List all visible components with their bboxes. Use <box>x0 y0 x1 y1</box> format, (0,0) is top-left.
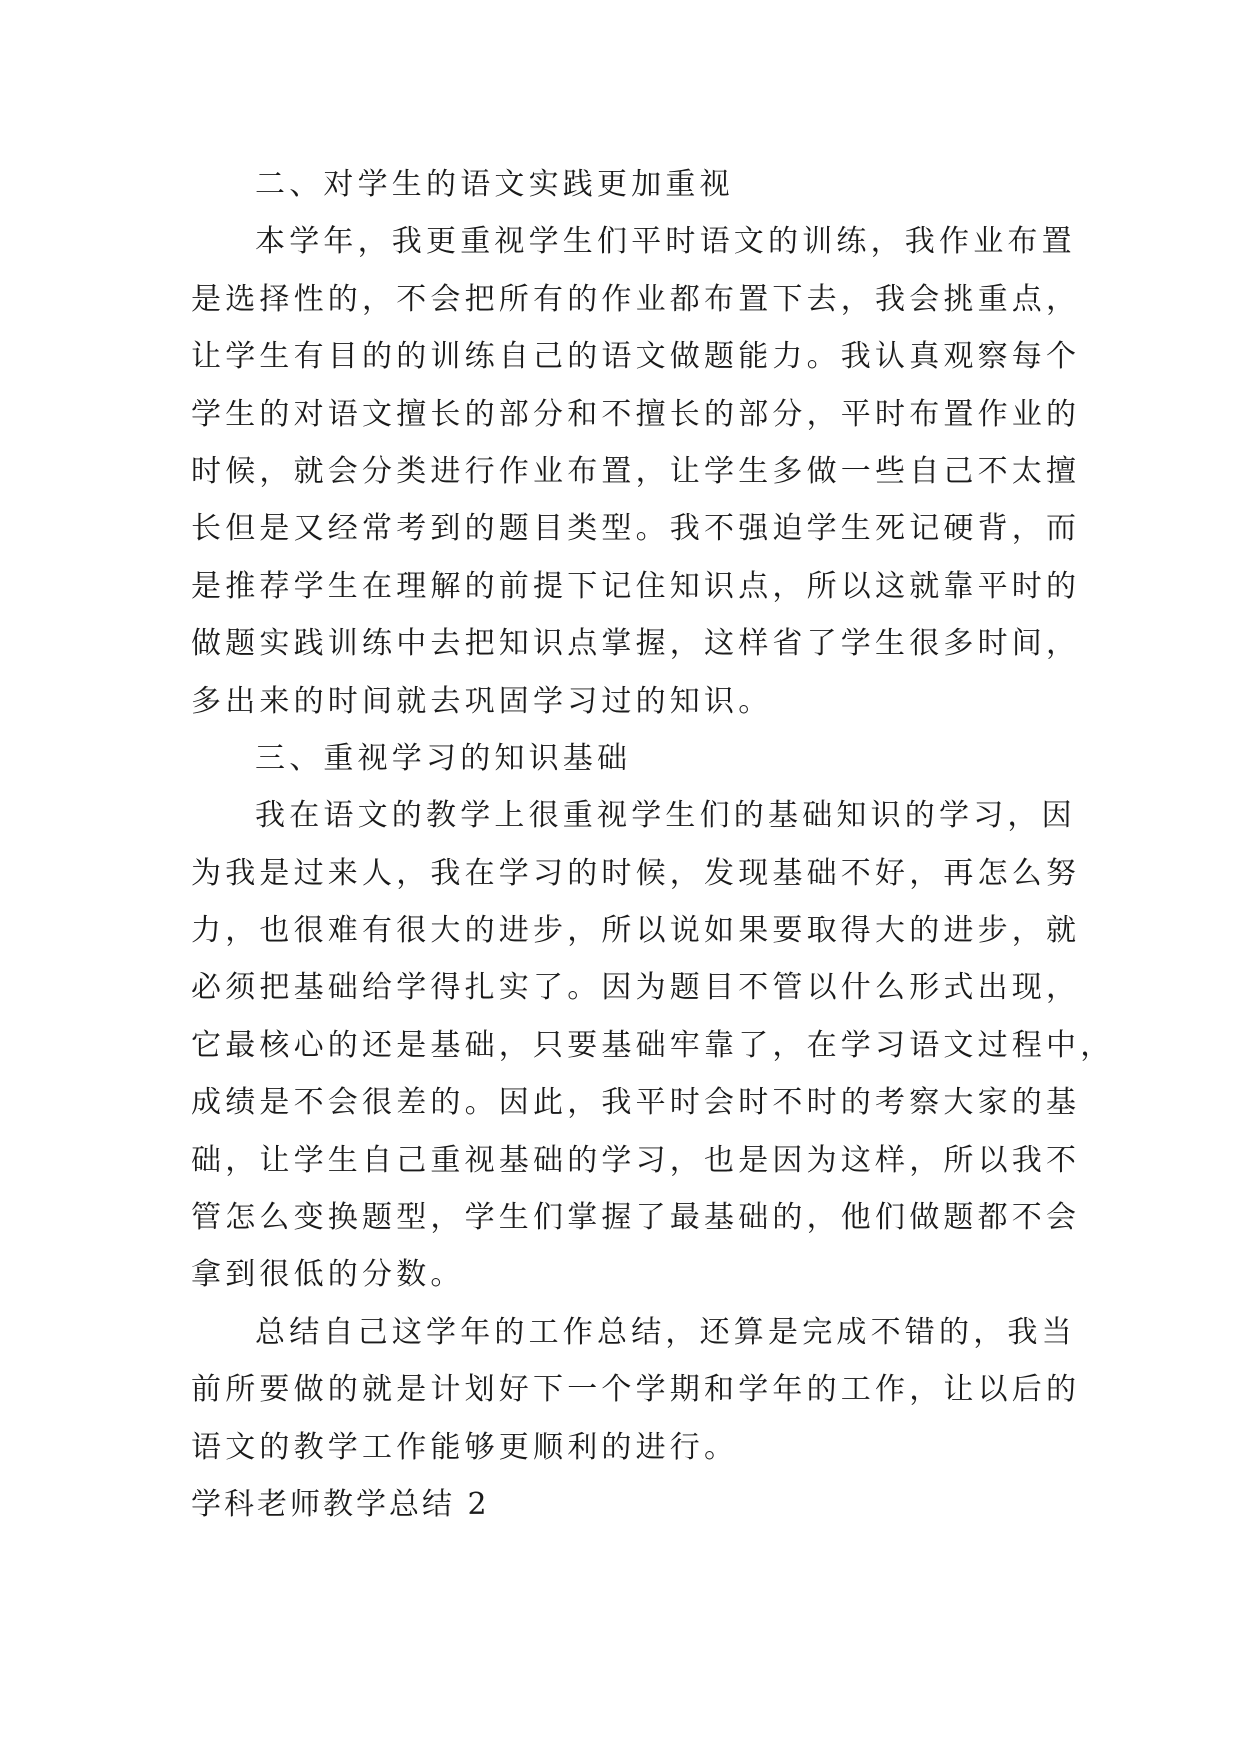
document-title: 学科老师教学总结 2 <box>191 1486 490 1522</box>
paragraph-line: 语文的教学工作能够更顺利的进行。 <box>191 1429 739 1465</box>
section-heading-3: 三、重视学习的知识基础 <box>255 740 632 776</box>
paragraph-line: 长但是又经常考到的题目类型。我不强迫学生死记硬背，而 <box>191 511 1081 547</box>
paragraph-line: 是推荐学生在理解的前提下记住知识点，所以这就靠平时的 <box>191 568 1081 604</box>
document-page <box>191 156 1115 1533</box>
paragraph-line: 管怎么变换题型，学生们掌握了最基础的，他们做题都不会 <box>191 1200 1081 1236</box>
paragraph-line: 多出来的时间就去巩固学习过的知识。 <box>191 683 773 719</box>
paragraph-line: 础，让学生自己重视基础的学习，也是因为这样，所以我不 <box>191 1142 1081 1178</box>
paragraph-line: 让学生有目的的训练自己的语文做题能力。我认真观察每个 <box>191 339 1081 375</box>
paragraph-line: 时候，就会分类进行作业布置，让学生多做一些自己不太擅 <box>191 453 1081 489</box>
paragraph-line: 成绩是不会很差的。因此，我平时会时不时的考察大家的基 <box>191 1085 1081 1121</box>
paragraph-line: 它最核心的还是基础，只要基础牢靠了，在学习语文过程中， <box>191 1027 1115 1063</box>
paragraph-line: 前所要做的就是计划好下一个学期和学年的工作，让以后的 <box>191 1372 1081 1408</box>
paragraph-line: 必须把基础给学得扎实了。因为题目不管以什么形式出现， <box>191 970 1081 1006</box>
paragraph-line: 我在语文的教学上很重视学生们的基础知识的学习，因 <box>255 798 1076 834</box>
paragraph-line: 本学年，我更重视学生们平时语文的训练，我作业布置 <box>255 224 1076 260</box>
paragraph-line: 力，也很难有很大的进步，所以说如果要取得大的进步，就 <box>191 913 1081 949</box>
paragraph-line: 总结自己这学年的工作总结，还算是完成不错的，我当 <box>255 1314 1076 1350</box>
paragraph-line: 为我是过来人，我在学习的时候，发现基础不好，再怎么努 <box>191 855 1081 891</box>
paragraph-line: 做题实践训练中去把知识点掌握，这样省了学生很多时间， <box>191 626 1081 662</box>
paragraph-line: 学生的对语文擅长的部分和不擅长的部分，平时布置作业的 <box>191 396 1081 432</box>
section-heading-2: 二、对学生的语文实践更加重视 <box>255 167 734 202</box>
paragraph-line: 是选择性的，不会把所有的作业都布置下去，我会挑重点， <box>191 281 1081 317</box>
paragraph-line: 拿到很低的分数。 <box>191 1257 465 1293</box>
